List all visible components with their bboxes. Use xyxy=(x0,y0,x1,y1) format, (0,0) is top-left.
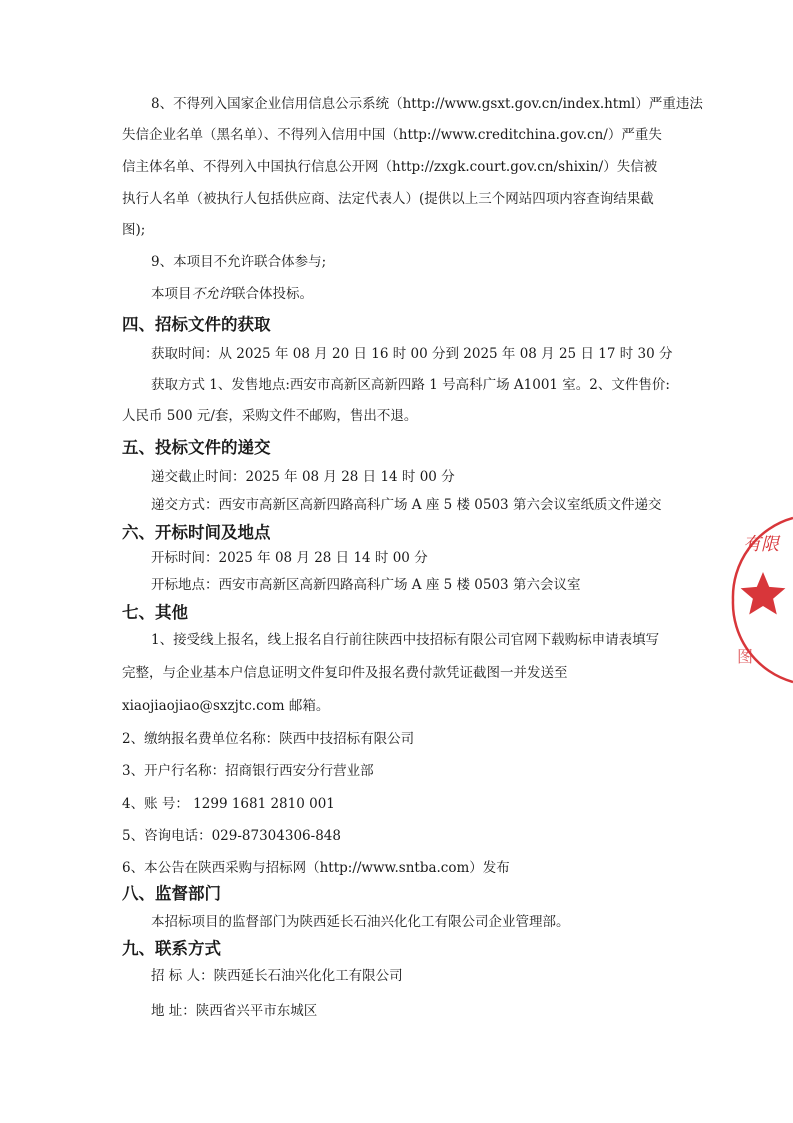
section7-item5: 5、咨询电话：029-87304306-848 xyxy=(122,828,341,844)
item9: 9、本项目不允许联合体参与; xyxy=(151,254,327,270)
seal-text-lower: 图 xyxy=(737,647,754,666)
section5-deadline: 递交截止时间：2025 年 08 月 28 日 14 时 00 分 xyxy=(151,469,455,485)
section4-heading: 四、招标文件的获取 xyxy=(122,315,271,334)
item9-detail xyxy=(151,285,313,303)
item8-line5: 图); xyxy=(122,222,146,238)
section4-time: 获取时间：从 2025 年 08 月 20 日 16 时 00 分到 2025 年 08 月 25 日 17 时 30 分 xyxy=(151,346,673,362)
section7-item1-line2: 完整，与企业基本户信息证明文件复印件及报名费付款凭证截图一并发送至 xyxy=(122,665,568,681)
section7-item3: 3、开户行名称：招商银行西安分行营业部 xyxy=(122,763,374,779)
section7-item2: 2、缴纳报名费单位名称：陕西中技招标有限公司 xyxy=(122,731,415,747)
section4-method-line1: 获取方式 1、发售地点:西安市高新区高新四路 1 号高科广场 A1001 室。2、文件售价: xyxy=(151,377,670,393)
item8-line2: 失信企业名单（黑名单）、不得列入信用中国（http://www.creditchina.gov.cn/）严重失 xyxy=(122,127,662,143)
item9-detail-suffix: 联合体投标。 xyxy=(232,286,313,302)
section6-place: 开标地点：西安市高新区高新四路高科广场 A 座 5 楼 0503 第六会议室 xyxy=(151,577,581,593)
section7-heading: 七、其他 xyxy=(122,603,188,622)
section5-method: 递交方式：西安市高新区高新四路高科广场 A 座 5 楼 0503 第六会议室纸质文件递交 xyxy=(151,497,662,513)
item8-line1: 8、不得列入国家企业信用信息公示系统（http://www.gsxt.gov.cn/index.html）严重违法 xyxy=(151,96,703,112)
item9-detail-prefix: 本项目 xyxy=(151,286,192,302)
section9-heading: 九、联系方式 xyxy=(122,939,221,958)
section4-method-line2: 人民币 500 元/套，采购文件不邮购，售出不退。 xyxy=(122,408,418,424)
section6-time: 开标时间：2025 年 08 月 28 日 14 时 00 分 xyxy=(151,550,428,566)
seal-star-icon xyxy=(741,572,786,615)
section7-item4: 4、账 号： 1299 1681 2810 001 xyxy=(122,796,335,812)
item8-line3: 信主体名单、不得列入中国执行信息公开网（http://zxgk.court.gov.cn/shixin/）失信被 xyxy=(122,159,658,175)
section8-heading: 八、监督部门 xyxy=(122,884,221,903)
section8-text: 本招标项目的监督部门为陕西延长石油兴化化工有限公司企业管理部。 xyxy=(151,914,570,930)
seal-text: 有限 xyxy=(743,534,779,555)
section7-item1-line3: xiaojiaojiao@sxzjtc.com 邮箱。 xyxy=(122,698,330,714)
section6-heading: 六、开标时间及地点 xyxy=(122,523,271,542)
section7-item6: 6、本公告在陕西采购与招标网（http://www.sntba.com）发布 xyxy=(122,860,510,876)
item8-line4: 执行人名单（被执行人包括供应商、法定代表人）(提供以上三个网站四项内容查询结果截 xyxy=(122,191,654,207)
section7-item1-line1: 1、接受线上报名，线上报名自行前往陕西中技招标有限公司官网下载购标申请表填写 xyxy=(151,632,660,648)
section9-tenderer: 招 标 人：陕西延长石油兴化化工有限公司 xyxy=(151,968,403,984)
item9-detail-handwritten: 不允许 xyxy=(191,286,232,302)
section9-address: 地 址：陕西省兴平市东城区 xyxy=(151,1003,318,1019)
company-seal-stamp xyxy=(725,510,793,690)
section5-heading: 五、投标文件的递交 xyxy=(122,438,271,457)
